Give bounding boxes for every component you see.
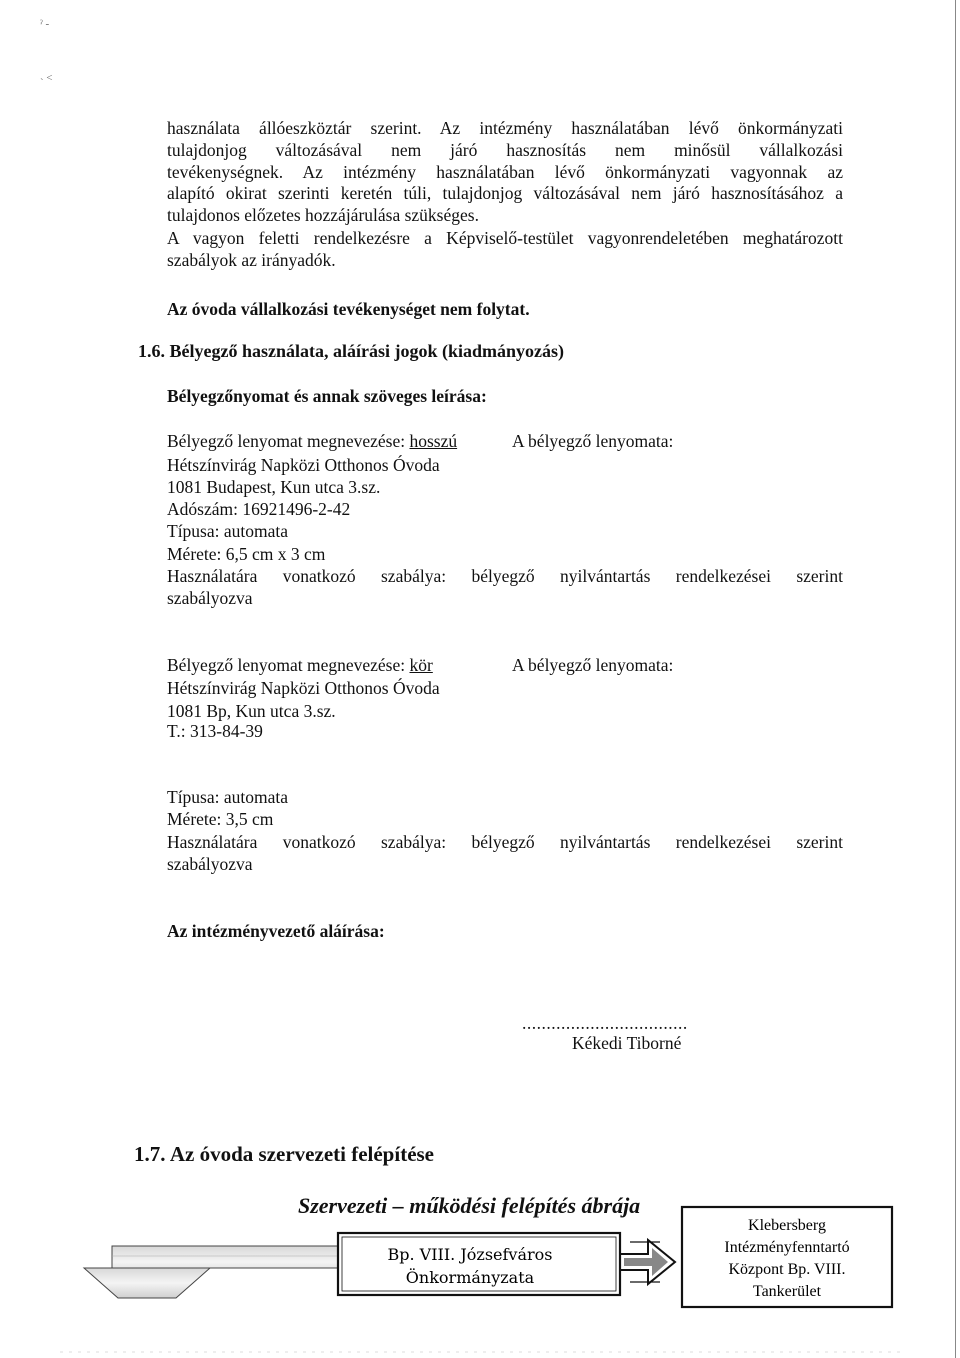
stamp-line: 1081 Budapest, Kun utca 3.sz.: [167, 477, 381, 497]
box-right-line-4: Tankerület: [752, 1283, 822, 1300]
stamp-line: Hétszínvirág Napközi Otthonos Óvoda: [167, 455, 440, 475]
stamp-long-usage: [167, 566, 843, 610]
box-center-line-1: Bp. VIII. Józsefváros: [387, 1245, 553, 1264]
assets-paragraph: [167, 228, 843, 272]
text-line: alapító okirat szerinti keretén túli, tulajdonjog változásával nem járó hasznosításához a: [167, 183, 843, 204]
scan-mark: ˴ ˂: [40, 72, 53, 84]
text-line: tevékenységnek. Az intézmény használatában lévő önkormányzati vagyonnak az: [167, 161, 843, 182]
text-line: tulajdonjog változásával nem járó hasznosítás nem minősül vállalkozási: [167, 139, 843, 160]
stamp-line: Mérete: 6,5 cm x 3 cm: [167, 544, 326, 564]
stamp-line: Adószám: 16921496-2-42: [167, 499, 351, 519]
box-right-line-1: Klebersberg: [748, 1217, 826, 1234]
signature-name: Kékedi Tiborné: [572, 1033, 682, 1053]
stamp-name-label: Bélyegző lenyomat megnevezése:: [167, 655, 410, 675]
stamp-name-label: Bélyegző lenyomat megnevezése:: [167, 431, 410, 451]
stamp-type: Típusa: automata: [167, 787, 289, 807]
stamp-heading: Bélyegzőnyomat és annak szöveges leírása:: [167, 386, 487, 406]
section-number: 1.7.: [134, 1142, 166, 1166]
text-line: A vagyon feletti rendelkezésre a Képviselő-testület vagyonrendeletében meghatározott: [167, 228, 843, 248]
text-line: használata állóeszköztár szerint. Az intézmény használatában lévő önkormányzati: [167, 118, 843, 138]
text-line: tulajdonos előzetes hozzájárulása szükséges.: [167, 205, 479, 226]
box-onkormanyzat: [338, 1233, 620, 1295]
diagram-title: Szervezeti – működési felépítés ábrája: [298, 1193, 641, 1218]
stamp-line: Hétszínvirág Napközi Otthonos Óvoda: [167, 678, 440, 698]
stamp-long-name: [167, 430, 457, 452]
section-heading-1-7: [134, 1143, 434, 1166]
intro-paragraph: [167, 118, 843, 227]
stamp-imprint-label: A bélyegző lenyomata:: [512, 655, 674, 675]
text-line: szabályozva: [167, 587, 253, 608]
stamp-line: Típusa: automata: [167, 521, 289, 541]
box-right-line-3: Központ Bp. VIII.: [728, 1261, 846, 1278]
scan-edge: [955, 0, 956, 1358]
double-arrow-icon: [620, 1240, 675, 1284]
stamp-round-name: [167, 654, 433, 676]
stamp-line: T.: 313-84-39: [167, 721, 263, 741]
stamp-round-usage: [167, 832, 843, 876]
box-klebersberg: [682, 1207, 892, 1307]
signature-dots: ..................................: [522, 1013, 688, 1033]
section-heading-1-6: [138, 340, 564, 362]
stamp-size: Mérete: 3,5 cm: [167, 809, 274, 829]
down-arrow-icon: [84, 1246, 338, 1298]
section-title: Bélyegző használata, aláírási jogok (kiadmányozás): [169, 341, 564, 361]
signature-label: Az intézményvezető aláírása:: [167, 921, 385, 941]
section-number: 1.6.: [138, 341, 165, 361]
no-business-statement: Az óvoda vállalkozási tevékenységet nem folytat.: [167, 299, 530, 319]
section-title: Az óvoda szervezeti felépítése: [169, 1142, 435, 1166]
text-line: szabályok az irányadók.: [167, 249, 336, 270]
text-line: szabályozva: [167, 853, 253, 874]
text-line: Használatára vonatkozó szabálya: bélyegző nyilvántartás rendelkezései szerint: [167, 832, 843, 852]
box-center-line-2: Önkormányzata: [405, 1268, 535, 1287]
stamp-line: 1081 Bp, Kun utca 3.sz.: [167, 701, 336, 721]
stamp-imprint-label: A bélyegző lenyomata:: [512, 431, 674, 451]
stamp-name-value: kör: [409, 655, 433, 675]
scan-mark: ˀ -: [40, 18, 50, 30]
stamp-name-value: hosszú: [409, 431, 458, 451]
box-right-line-2: Intézményfenntartó: [724, 1239, 850, 1256]
text-line: Használatára vonatkozó szabálya: bélyegző nyilvántartás rendelkezései szerint: [167, 566, 843, 586]
org-diagram: [0, 1180, 960, 1358]
